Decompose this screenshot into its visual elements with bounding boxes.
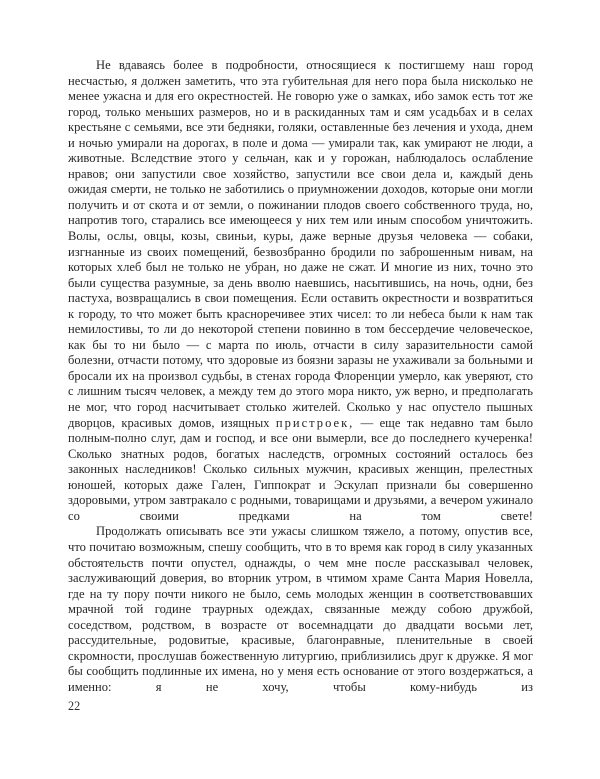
paragraph-2-text: Продолжать описывать все эти ужасы слишком тяжело, а потому, опустив все, что почитаю возможным, спешу сообщить, что в то время как город в силу указанных обстоятельств почти опустел, однажды, о чем мне после рассказывал человек, заслуживающий доверия, во вторник утром, в чтимом храме Санта Мария Новелла, где на ту пору почти никого не было, семь молодых женщин в соответствовавших мрачной той године траурных одеждах, связанные между собою дружбой, соседством, родством, в возрасте от восемнадцати до двадцати восьми лет, рассудительные, родовитые, красивые, благонравные, пленительные в своей скромности, прослушав божественную литургию, приблизились друг к дружке. Я мог бы сообщить подлинные их имена, но у меня есть основание от этого воздержаться, а именно: я не хочу, чтобы кому-нибудь из — [68, 524, 533, 694]
paragraph-1-text: Не вдаваясь более в подробности, относящиеся к постигшему наш город несчастью, я должен заметить, что эта губительная для него пора была нисколько не менее ужасна и для его окрестностей. Не говорю уже о замках, ибо замок есть тот же город, только меньших размеров, но и в раскиданных там и сям усадьбах и в селах крестьяне с семьями, все эти бедняки, голяки, оставленные без лечения и ухода, днем и ночью умирали на дорогах, в поле и дома — умирали так, как умирают не люди, а животные. Вследствие этого у сельчан, как и у горожан, наблюдалось ослабление нравов; они запустили свое хозяйство, запустили все свои дела и, каждый день ожидая смерти, не только не заботились о приумножении доходов, которые они могли получить и от скота и от земли, о пожинании плодов своего собственного труда, но, напротив того, старались все имеющееся у них тем или иным способом уничтожить. Волы, ослы, овцы, козы, свиньи, куры, даже верные друзья человека — собаки, изгнанные из своих помещений, безвозбранно бродили по заброшенным нивам, на которых хлеб был не только не убран, но даже не сжат. И многие из них, точно это были существа разумные, за день вволю наевшись, насытившись, на ночь, одни, без пастуха, возвращались в свои помещения. Если оставить окрестности и возвратиться к городу, то что может быть красноречивее этих чисел: то ли небеса были к нам так немилостивы, то ли до некоторой степени повинно в том бессердечие человеческое, как бы то ни было — с марта по июль, отчасти в силу заразительности самой болезни, отчасти потому, что здоровые из боязни заразы не ухаживали за больными и бросали их на произвол судьбы, в стенах города Флоренции умерло, как уверяют, сто с лишним тысяч человек, а между тем до этого мора никто, уж верно, и предполагать не мог, что город насчитывает столько жителей. Сколько у нас опустело пышных дворцов, красивых домов, изящных — [68, 58, 533, 430]
page-text-block — [68, 58, 533, 695]
paragraph-1 — [68, 58, 533, 524]
paragraph-1-text-after: — еще так недавно там было полным-полно слуг, дам и господ, и все они вымерли, все до последнего кучеренка! Сколько знатных родов, богатых наследств, огромных состояний осталось без законных наследников! Сколько сильных мужчин, красивых женщин, прелестных юношей, которых даже Гален, Гиппократ и Эскулап признали бы совершенно здоровыми, утром завтракало с родными, товарищами и друзьями, а вечером ужинало со своими предками на том свете! — [68, 415, 533, 523]
paragraph-1-emphasis: пристроек, — [275, 415, 355, 430]
page-number: 22 — [68, 699, 81, 713]
paragraph-2 — [68, 524, 533, 695]
